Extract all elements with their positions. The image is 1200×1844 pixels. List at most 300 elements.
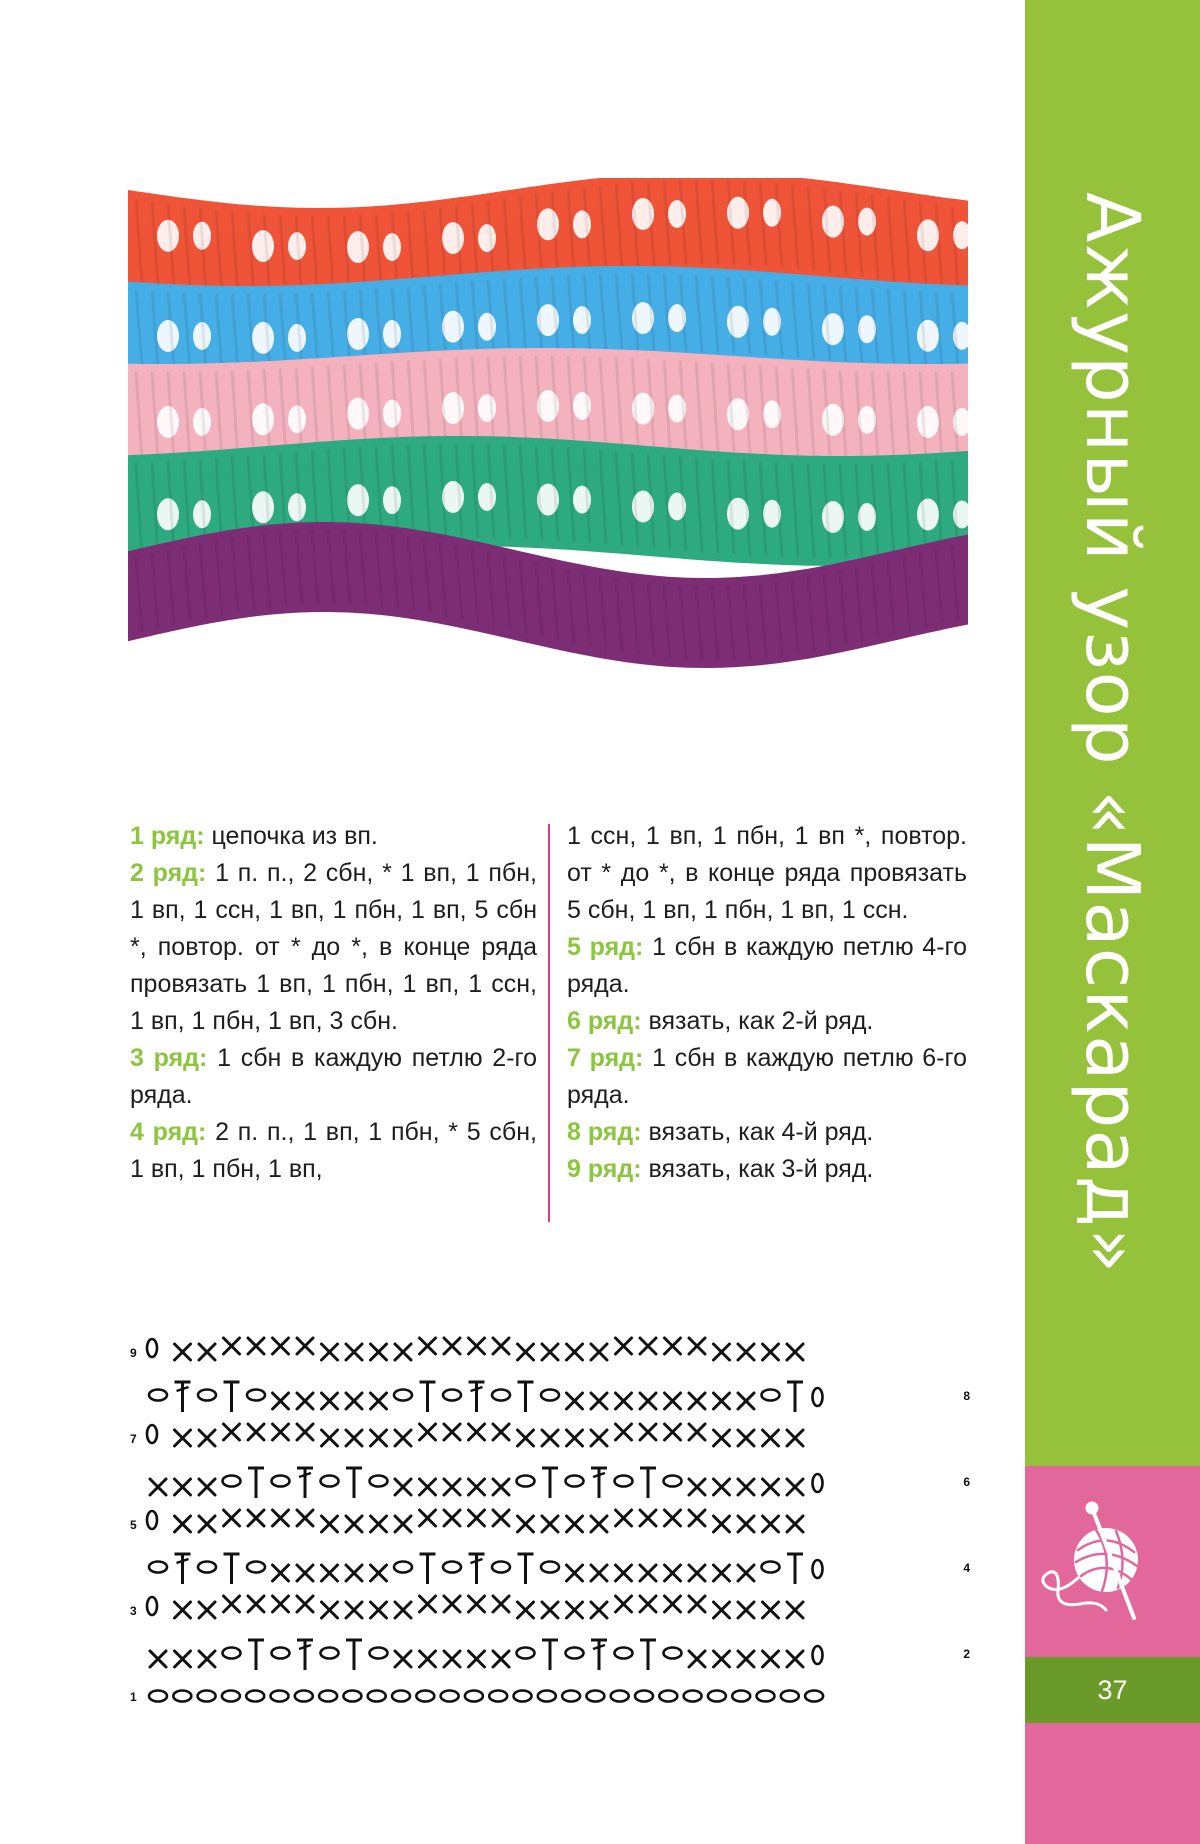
single-crochet-symbol: [518, 1516, 534, 1532]
chain-stitch-symbol: [635, 1691, 653, 1702]
single-crochet-symbol: [371, 1430, 387, 1446]
single-crochet-symbol: [591, 1516, 607, 1532]
single-crochet-symbol: [738, 1516, 754, 1532]
instruction-step: [130, 818, 537, 855]
instruction-step: [567, 1003, 967, 1040]
chain-stitch-symbol: [321, 1648, 339, 1659]
single-crochet-symbol: [199, 1602, 215, 1618]
instruction-step: [567, 929, 967, 1003]
row-label: 9 ряд:: [567, 1155, 642, 1183]
instruction-text: цепочка из вп.: [204, 822, 378, 850]
row-number: 2: [963, 1647, 970, 1661]
chain-stitch-symbol: [615, 1476, 633, 1487]
double-crochet-symbol: [640, 1468, 656, 1498]
single-crochet-symbol: [689, 1424, 705, 1440]
chain-stitch-symbol: [392, 1691, 410, 1702]
row-label: 8 ряд:: [567, 1118, 642, 1146]
chain-stitch-symbol: [149, 1390, 167, 1401]
openwork-hole: [347, 231, 369, 263]
chain-stitch-symbol: [222, 1691, 240, 1702]
single-crochet-symbol: [175, 1516, 191, 1532]
single-crochet-symbol: [714, 1602, 730, 1618]
instructions-left-column: [130, 818, 537, 1188]
single-crochet-symbol: [469, 1651, 485, 1667]
single-crochet-symbol: [493, 1510, 509, 1526]
single-crochet-symbol: [444, 1510, 460, 1526]
single-crochet-symbol: [248, 1596, 264, 1612]
single-crochet-symbol: [297, 1596, 313, 1612]
single-crochet-symbol: [665, 1338, 681, 1354]
single-crochet-symbol: [542, 1516, 558, 1532]
single-crochet-symbol: [738, 1393, 754, 1409]
single-crochet-symbol: [689, 1479, 705, 1495]
chain-stitch-symbol: [541, 1562, 559, 1573]
single-crochet-symbol: [444, 1596, 460, 1612]
single-crochet-symbol: [542, 1344, 558, 1360]
single-crochet-symbol: [616, 1424, 632, 1440]
chain-stitch-symbol: [566, 1648, 584, 1659]
half-double-symbol: [591, 1468, 607, 1498]
single-crochet-symbol: [640, 1510, 656, 1526]
single-crochet-symbol: [665, 1424, 681, 1440]
chain-stitch-symbol: [586, 1691, 604, 1702]
double-crochet-symbol: [248, 1640, 264, 1670]
chain-stitch-symbol: [441, 1691, 459, 1702]
chain-stitch-symbol: [465, 1691, 483, 1702]
single-crochet-symbol: [346, 1565, 362, 1581]
chain-stitch-symbol: [223, 1476, 241, 1487]
single-crochet-symbol: [714, 1565, 730, 1581]
double-crochet-symbol: [542, 1640, 558, 1670]
row-number: 8: [963, 1389, 970, 1403]
single-crochet-symbol: [175, 1430, 191, 1446]
single-crochet-symbol: [689, 1565, 705, 1581]
single-crochet-symbol: [297, 1393, 313, 1409]
single-crochet-symbol: [591, 1565, 607, 1581]
single-crochet-symbol: [714, 1393, 730, 1409]
single-crochet-symbol: [763, 1344, 779, 1360]
double-crochet-symbol: [518, 1382, 534, 1412]
chain-stitch-symbol: [295, 1691, 313, 1702]
chain-stitch-symbol: [562, 1691, 580, 1702]
chain-stitch-symbol: [762, 1562, 780, 1573]
openwork-hole: [347, 398, 369, 430]
single-crochet-symbol: [714, 1430, 730, 1446]
single-crochet-symbol: [175, 1344, 191, 1360]
openwork-hole: [288, 493, 306, 521]
instruction-step: [567, 1040, 967, 1114]
openwork-hole: [157, 498, 179, 530]
single-crochet-symbol: [763, 1516, 779, 1532]
chain-stitch-symbol: [321, 1476, 339, 1487]
single-crochet-symbol: [493, 1651, 509, 1667]
single-crochet-symbol: [591, 1393, 607, 1409]
single-crochet-symbol: [567, 1344, 583, 1360]
single-crochet-symbol: [738, 1602, 754, 1618]
half-double-symbol: [297, 1640, 313, 1670]
single-crochet-symbol: [689, 1510, 705, 1526]
instruction-text: вязать, как 2-й ряд.: [641, 1007, 874, 1035]
single-crochet-symbol: [665, 1596, 681, 1612]
chain-stitch-symbol: [271, 1691, 289, 1702]
single-crochet-symbol: [395, 1516, 411, 1532]
double-crochet-symbol: [224, 1554, 240, 1584]
single-crochet-symbol: [787, 1602, 803, 1618]
single-crochet-symbol: [616, 1565, 632, 1581]
row-label: 4 ряд:: [130, 1118, 207, 1146]
single-crochet-symbol: [322, 1430, 338, 1446]
single-crochet-symbol: [346, 1393, 362, 1409]
openwork-hole: [157, 320, 179, 352]
single-crochet-symbol: [346, 1430, 362, 1446]
double-crochet-symbol: [542, 1468, 558, 1498]
chain-stitch-symbol: [541, 1390, 559, 1401]
single-crochet-symbol: [371, 1393, 387, 1409]
double-crochet-symbol: [787, 1554, 803, 1584]
row-label: 5 ряд:: [567, 933, 644, 961]
single-crochet-symbol: [297, 1510, 313, 1526]
openwork-hole: [917, 320, 939, 352]
page-number: 37: [1097, 1674, 1128, 1705]
single-crochet-symbol: [297, 1565, 313, 1581]
single-crochet-symbol: [175, 1651, 191, 1667]
turning-chain-symbol: [147, 1511, 157, 1529]
single-crochet-symbol: [640, 1596, 656, 1612]
chain-stitch-symbol: [198, 1691, 216, 1702]
single-crochet-symbol: [199, 1430, 215, 1446]
single-crochet-symbol: [346, 1602, 362, 1618]
instruction-text: 1 п. п., 2 сбн, * 1 вп, 1 пбн, 1 вп, 1 ссн, 1 вп, 1 пбн, 1 вп, 5 сбн *, повтор. от * до *, в конце ряда провязать 1 вп, 1 пбн, 1 вп, 1 ссн, 1 вп, 1 пбн, 1 вп, 3 сбн.: [130, 859, 537, 1035]
single-crochet-symbol: [420, 1479, 436, 1495]
chain-stitch-symbol: [394, 1390, 412, 1401]
single-crochet-symbol: [199, 1479, 215, 1495]
single-crochet-symbol: [224, 1338, 240, 1354]
chain-stitch-symbol: [781, 1691, 799, 1702]
openwork-hole: [252, 230, 274, 262]
single-crochet-symbol: [591, 1344, 607, 1360]
chain-stitch-symbol: [343, 1691, 361, 1702]
single-crochet-symbol: [199, 1516, 215, 1532]
openwork-hole: [252, 491, 274, 523]
double-crochet-symbol: [248, 1468, 264, 1498]
chain-stitch-symbol: [443, 1562, 461, 1573]
instruction-step: [567, 818, 967, 929]
chain-stitch-symbol: [538, 1691, 556, 1702]
double-crochet-symbol: [420, 1554, 436, 1584]
openwork-hole: [383, 320, 401, 348]
single-crochet-symbol: [224, 1596, 240, 1612]
single-crochet-symbol: [469, 1596, 485, 1612]
instruction-text: 1 сбн в каждую петлю 2-го ряда.: [130, 1044, 537, 1109]
single-crochet-symbol: [738, 1344, 754, 1360]
single-crochet-symbol: [469, 1338, 485, 1354]
single-crochet-symbol: [591, 1602, 607, 1618]
single-crochet-symbol: [542, 1602, 558, 1618]
chain-stitch-symbol: [370, 1648, 388, 1659]
chain-stitch-symbol: [368, 1691, 386, 1702]
column-divider: [548, 824, 550, 1222]
single-crochet-symbol: [420, 1596, 436, 1612]
chain-stitch-symbol: [492, 1562, 510, 1573]
chain-stitch-symbol: [659, 1691, 677, 1702]
chain-stitch-symbol: [370, 1476, 388, 1487]
instruction-step: [130, 855, 537, 1040]
chain-stitch-symbol: [492, 1390, 510, 1401]
single-crochet-symbol: [273, 1393, 289, 1409]
half-double-symbol: [297, 1468, 313, 1498]
single-crochet-symbol: [444, 1338, 460, 1354]
single-crochet-symbol: [175, 1602, 191, 1618]
single-crochet-symbol: [224, 1424, 240, 1440]
single-crochet-symbol: [248, 1424, 264, 1440]
double-crochet-symbol: [346, 1640, 362, 1670]
chain-stitch-symbol: [514, 1691, 532, 1702]
single-crochet-symbol: [714, 1651, 730, 1667]
chain-stitch-symbol: [247, 1390, 265, 1401]
instruction-text: вязать, как 4-й ряд.: [641, 1118, 874, 1146]
single-crochet-symbol: [567, 1565, 583, 1581]
instruction-text: 2 п. п., 1 вп, 1 пбн, * 5 сбн, 1 вп, 1 пбн, 1 вп,: [130, 1118, 537, 1183]
single-crochet-symbol: [518, 1602, 534, 1618]
single-crochet-symbol: [763, 1651, 779, 1667]
openwork-hole: [252, 322, 274, 354]
single-crochet-symbol: [420, 1338, 436, 1354]
turning-chain-symbol: [147, 1339, 157, 1357]
chain-stitch-symbol: [805, 1691, 823, 1702]
single-crochet-symbol: [322, 1516, 338, 1532]
single-crochet-symbol: [248, 1338, 264, 1354]
double-crochet-symbol: [346, 1468, 362, 1498]
chain-stitch-symbol: [198, 1390, 216, 1401]
half-double-symbol: [469, 1554, 485, 1584]
single-crochet-symbol: [665, 1565, 681, 1581]
openwork-hole: [288, 405, 306, 433]
single-crochet-symbol: [763, 1479, 779, 1495]
single-crochet-symbol: [297, 1424, 313, 1440]
single-crochet-symbol: [689, 1651, 705, 1667]
single-crochet-symbol: [395, 1344, 411, 1360]
double-crochet-symbol: [224, 1382, 240, 1412]
single-crochet-symbol: [444, 1651, 460, 1667]
single-crochet-symbol: [248, 1510, 264, 1526]
chain-stitch-symbol: [684, 1691, 702, 1702]
double-crochet-symbol: [420, 1382, 436, 1412]
half-double-symbol: [469, 1382, 485, 1412]
single-crochet-symbol: [640, 1393, 656, 1409]
single-crochet-symbol: [469, 1424, 485, 1440]
single-crochet-symbol: [738, 1651, 754, 1667]
single-crochet-symbol: [493, 1596, 509, 1612]
single-crochet-symbol: [616, 1338, 632, 1354]
turning-chain-symbol: [147, 1597, 157, 1615]
half-double-symbol: [591, 1640, 607, 1670]
row-label: 1 ряд:: [130, 822, 205, 850]
turning-chain-symbol: [813, 1646, 823, 1664]
single-crochet-symbol: [714, 1479, 730, 1495]
instruction-text: 1 ссн, 1 вп, 1 пбн, 1 вп *, повтор. от * до *, в конце ряда провязать 5 сбн, 1 вп, 1 пбн, 1 вп, 1 ссн.: [567, 822, 967, 924]
chain-stitch-symbol: [732, 1691, 750, 1702]
chain-stitch-symbol: [517, 1476, 535, 1487]
single-crochet-symbol: [518, 1430, 534, 1446]
instruction-text: 1 сбн в каждую петлю 6-го ряда.: [567, 1044, 967, 1109]
row-label: 3 ряд:: [130, 1044, 208, 1072]
chain-stitch-symbol: [615, 1648, 633, 1659]
row-label: 6 ряд:: [567, 1007, 642, 1035]
single-crochet-symbol: [787, 1344, 803, 1360]
row-label: 2 ряд:: [130, 859, 207, 887]
single-crochet-symbol: [175, 1479, 191, 1495]
instruction-step: [130, 1040, 537, 1114]
single-crochet-symbol: [738, 1430, 754, 1446]
single-crochet-symbol: [371, 1516, 387, 1532]
row-number: 5: [130, 1518, 137, 1532]
single-crochet-symbol: [322, 1602, 338, 1618]
chain-stitch-symbol: [247, 1562, 265, 1573]
single-crochet-symbol: [493, 1424, 509, 1440]
openwork-hole: [383, 400, 401, 428]
openwork-hole: [157, 406, 179, 438]
single-crochet-symbol: [787, 1430, 803, 1446]
single-crochet-symbol: [493, 1338, 509, 1354]
chain-stitch-symbol: [611, 1691, 629, 1702]
single-crochet-symbol: [640, 1565, 656, 1581]
row-number: 7: [130, 1432, 137, 1446]
half-double-symbol: [175, 1554, 191, 1584]
single-crochet-symbol: [420, 1651, 436, 1667]
row-number: 3: [130, 1604, 137, 1618]
single-crochet-symbol: [640, 1338, 656, 1354]
single-crochet-symbol: [665, 1393, 681, 1409]
single-crochet-symbol: [150, 1651, 166, 1667]
single-crochet-symbol: [346, 1344, 362, 1360]
chain-stitch-symbol: [416, 1691, 434, 1702]
yarn-ball-icon: [1036, 1500, 1168, 1632]
turning-chain-symbol: [813, 1560, 823, 1578]
chain-stitch-symbol: [246, 1691, 264, 1702]
single-crochet-symbol: [444, 1424, 460, 1440]
double-crochet-symbol: [787, 1382, 803, 1412]
single-crochet-symbol: [616, 1596, 632, 1612]
chain-stitch-symbol: [517, 1648, 535, 1659]
half-double-symbol: [175, 1382, 191, 1412]
single-crochet-symbol: [616, 1510, 632, 1526]
instruction-step: [130, 1114, 537, 1188]
instructions-right-column: [567, 818, 967, 1188]
single-crochet-symbol: [395, 1430, 411, 1446]
single-crochet-symbol: [689, 1393, 705, 1409]
single-crochet-symbol: [150, 1479, 166, 1495]
chain-stitch-symbol: [149, 1562, 167, 1573]
single-crochet-symbol: [616, 1393, 632, 1409]
chain-stitch-symbol: [223, 1648, 241, 1659]
single-crochet-symbol: [469, 1479, 485, 1495]
openwork-hole: [917, 406, 939, 438]
single-crochet-symbol: [493, 1479, 509, 1495]
single-crochet-symbol: [297, 1338, 313, 1354]
single-crochet-symbol: [420, 1424, 436, 1440]
double-crochet-symbol: [518, 1554, 534, 1584]
openwork-hole: [442, 222, 464, 254]
chain-stitch-symbol: [762, 1390, 780, 1401]
openwork-hole: [347, 484, 369, 516]
single-crochet-symbol: [591, 1430, 607, 1446]
instruction-step: [567, 1151, 967, 1188]
page-title: Ажурный узор «Маскарад»: [1069, 191, 1156, 1275]
chain-stitch-symbol: [664, 1648, 682, 1659]
single-crochet-symbol: [665, 1510, 681, 1526]
single-crochet-symbol: [787, 1651, 803, 1667]
single-crochet-symbol: [763, 1430, 779, 1446]
chain-stitch-symbol: [272, 1476, 290, 1487]
single-crochet-symbol: [689, 1338, 705, 1354]
single-crochet-symbol: [542, 1430, 558, 1446]
openwork-hole: [383, 486, 401, 514]
chain-stitch-symbol: [708, 1691, 726, 1702]
single-crochet-symbol: [787, 1479, 803, 1495]
single-crochet-symbol: [322, 1565, 338, 1581]
crochet-chart: [130, 1322, 980, 1752]
chain-stitch-symbol: [149, 1691, 167, 1702]
single-crochet-symbol: [420, 1510, 436, 1526]
chain-stitch-symbol: [566, 1476, 584, 1487]
row-label: 7 ряд:: [567, 1044, 644, 1072]
instruction-text: 1 сбн в каждую петлю 4-го ряда.: [567, 933, 967, 998]
single-crochet-symbol: [199, 1651, 215, 1667]
row-number: 6: [963, 1475, 970, 1489]
crochet-swatch-photo: [128, 178, 968, 726]
instruction-step: [567, 1114, 967, 1151]
single-crochet-symbol: [371, 1602, 387, 1618]
single-crochet-symbol: [567, 1393, 583, 1409]
single-crochet-symbol: [714, 1344, 730, 1360]
openwork-hole: [252, 403, 274, 435]
openwork-hole: [478, 224, 496, 252]
openwork-hole: [383, 233, 401, 261]
chain-stitch-symbol: [489, 1691, 507, 1702]
double-crochet-symbol: [640, 1640, 656, 1670]
single-crochet-symbol: [518, 1344, 534, 1360]
single-crochet-symbol: [371, 1565, 387, 1581]
single-crochet-symbol: [640, 1424, 656, 1440]
single-crochet-symbol: [273, 1338, 289, 1354]
single-crochet-symbol: [395, 1479, 411, 1495]
single-crochet-symbol: [273, 1596, 289, 1612]
single-crochet-symbol: [567, 1430, 583, 1446]
chain-stitch-symbol: [757, 1691, 775, 1702]
single-crochet-symbol: [395, 1602, 411, 1618]
single-crochet-symbol: [273, 1565, 289, 1581]
chain-stitch-symbol: [664, 1476, 682, 1487]
single-crochet-symbol: [567, 1516, 583, 1532]
chain-stitch-symbol: [319, 1691, 337, 1702]
row-number: 9: [130, 1346, 137, 1360]
single-crochet-symbol: [273, 1424, 289, 1440]
title-container: [1025, 0, 1200, 1466]
single-crochet-symbol: [763, 1602, 779, 1618]
openwork-hole: [917, 499, 939, 531]
single-crochet-symbol: [738, 1479, 754, 1495]
chain-stitch-symbol: [173, 1691, 191, 1702]
single-crochet-symbol: [346, 1516, 362, 1532]
single-crochet-symbol: [738, 1565, 754, 1581]
chain-stitch-symbol: [443, 1390, 461, 1401]
turning-chain-symbol: [813, 1474, 823, 1492]
openwork-hole: [288, 324, 306, 352]
chain-stitch-symbol: [198, 1562, 216, 1573]
single-crochet-symbol: [689, 1596, 705, 1612]
single-crochet-symbol: [224, 1510, 240, 1526]
single-crochet-symbol: [787, 1516, 803, 1532]
